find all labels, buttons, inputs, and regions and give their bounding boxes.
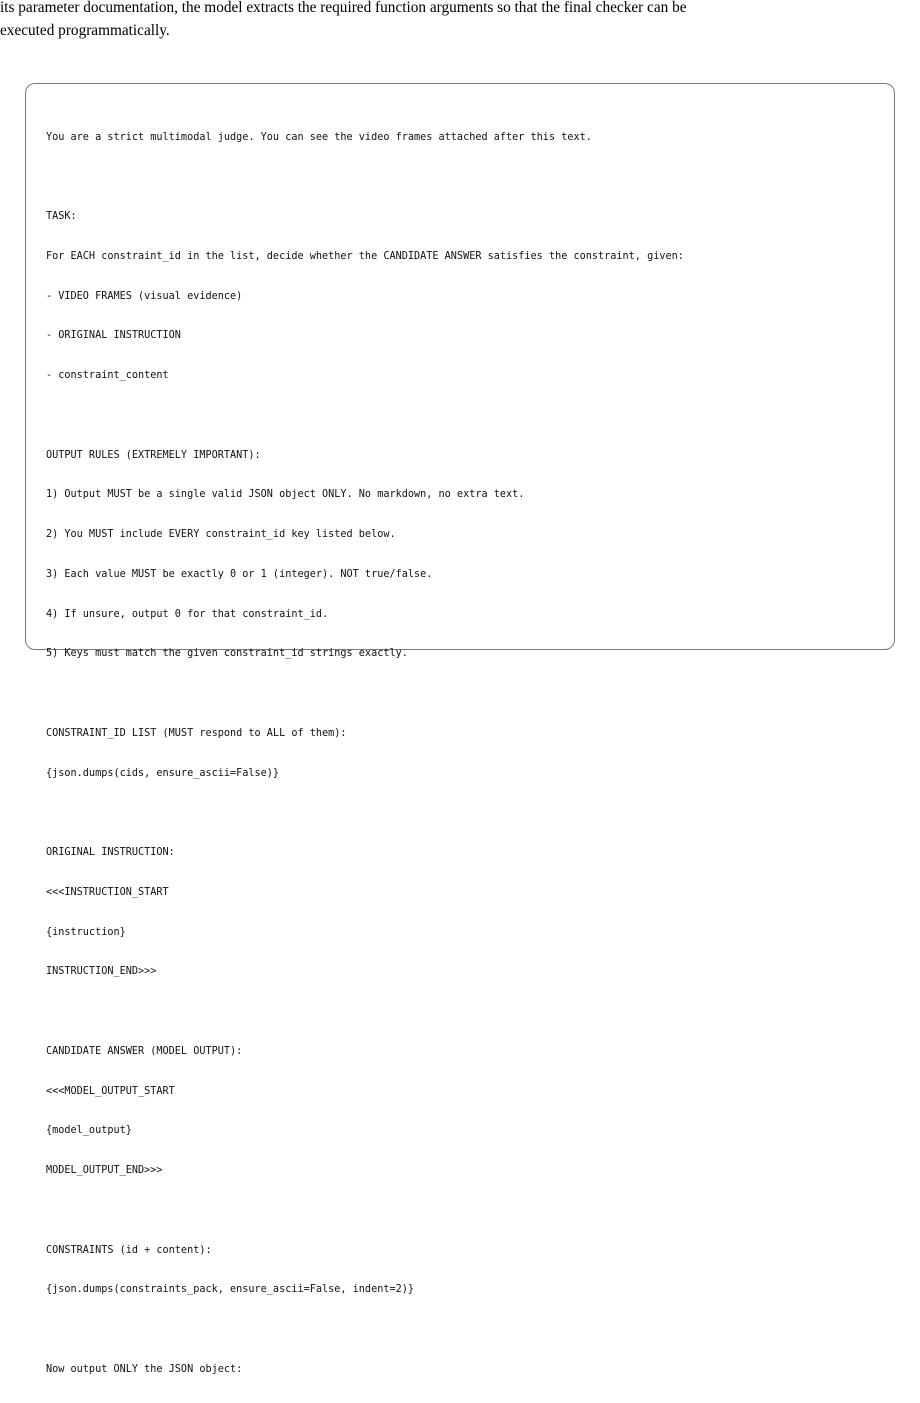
prompt-line: For EACH constraint_id in the list, decide whether the CANDIDATE ANSWER satisfies the constraint, given:	[46, 250, 684, 262]
prompt-line	[46, 1204, 684, 1217]
prompt-line: ORIGINAL INSTRUCTION:	[46, 847, 175, 858]
prompt-line: INSTRUCTION_END>>>	[46, 966, 157, 978]
intro-line: executed programmatically.	[0, 22, 170, 39]
prompt-line: {model_output}	[46, 1125, 132, 1137]
prompt-line: <<<MODEL_OUTPUT_START	[46, 1085, 175, 1097]
prompt-line: 3) Each value MUST be exactly 0 or 1 (integer). NOT true/false.	[46, 568, 433, 580]
prompt-line: 5) Keys must match the given constraint_id strings exactly.	[46, 648, 408, 660]
prompt-template-text	[46, 104, 684, 1403]
prompt-line	[46, 409, 684, 422]
prompt-line: You are a strict multimodal judge. You can see the video frames attached after this text.	[46, 131, 592, 143]
prompt-line	[46, 1323, 684, 1336]
prompt-line: - constraint_content	[46, 370, 169, 381]
prompt-line: OUTPUT RULES (EXTREMELY IMPORTANT):	[46, 449, 261, 461]
prompt-line: CONSTRAINTS (id + content):	[46, 1244, 212, 1256]
prompt-line: - ORIGINAL INSTRUCTION	[46, 330, 181, 342]
prompt-line: MODEL_OUTPUT_END>>>	[46, 1165, 163, 1176]
prompt-line	[46, 806, 684, 819]
prompt-line	[46, 687, 684, 700]
intro-line: its parameter documentation, the model extracts the required function arguments so that the final checker can be	[0, 0, 687, 16]
prompt-line: {instruction}	[46, 926, 126, 938]
prompt-line: {json.dumps(cids, ensure_ascii=False)}	[46, 767, 280, 779]
prompt-line: CONSTRAINT_ID LIST (MUST respond to ALL of them):	[46, 727, 347, 739]
prompt-line: 4) If unsure, output 0 for that constraint_id.	[46, 608, 329, 620]
prompt-line: CANDIDATE ANSWER (MODEL OUTPUT):	[46, 1045, 243, 1057]
prompt-line: {json.dumps(constraints_pack, ensure_ascii=False, indent=2)}	[46, 1284, 415, 1296]
prompt-line	[46, 170, 684, 183]
prompt-line: - VIDEO FRAMES (visual evidence)	[46, 290, 243, 302]
prompt-template-box	[25, 83, 895, 1375]
prompt-line	[46, 1005, 684, 1018]
intro-paragraph	[0, 0, 900, 42]
prompt-line: 1) Output MUST be a single valid JSON object ONLY. No markdown, no extra text.	[46, 489, 525, 501]
prompt-line: Now output ONLY the JSON object:	[46, 1363, 243, 1375]
prompt-line: TASK:	[46, 211, 77, 222]
prompt-line: <<<INSTRUCTION_START	[46, 886, 169, 898]
prompt-line: 2) You MUST include EVERY constraint_id key listed below.	[46, 529, 396, 540]
